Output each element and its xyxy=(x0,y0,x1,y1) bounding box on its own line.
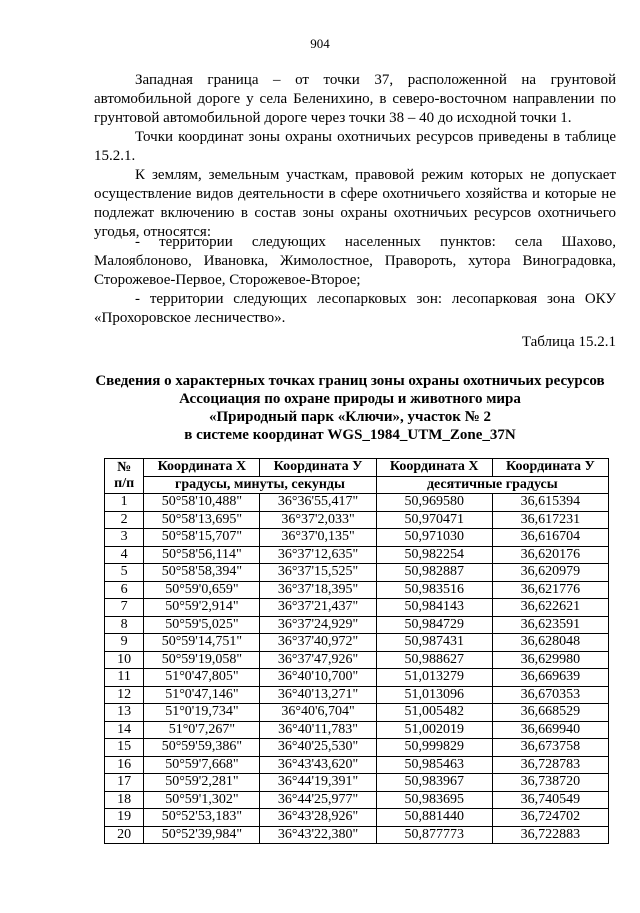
cell-y-dms: 36°37'18,395" xyxy=(260,581,376,599)
table-row xyxy=(105,546,609,564)
cell-y-dec: 36,673758 xyxy=(492,739,608,757)
cell-x-dms: 50°59'5,025" xyxy=(144,616,260,634)
header-number-sign: № xyxy=(117,460,132,475)
cell-number: 9 xyxy=(105,634,144,652)
cell-y-dms: 36°40'11,783" xyxy=(260,721,376,739)
cell-number: 1 xyxy=(105,494,144,512)
cell-y-dec: 36,615394 xyxy=(492,494,608,512)
cell-x-dec: 50,877773 xyxy=(376,826,492,844)
cell-y-dms: 36°37'15,525" xyxy=(260,564,376,582)
header-x-dms: Координата X xyxy=(144,459,260,477)
cell-y-dms: 36°40'10,700" xyxy=(260,669,376,687)
table-row xyxy=(105,669,609,687)
cell-number: 6 xyxy=(105,581,144,599)
cell-number: 17 xyxy=(105,774,144,792)
cell-y-dec: 36,617231 xyxy=(492,511,608,529)
cell-number: 8 xyxy=(105,616,144,634)
cell-x-dec: 51,002019 xyxy=(376,721,492,739)
cell-x-dec: 50,969580 xyxy=(376,494,492,512)
cell-y-dms: 36°40'6,704" xyxy=(260,704,376,722)
cell-y-dms: 36°43'22,380" xyxy=(260,826,376,844)
table-body xyxy=(105,494,609,844)
cell-x-dec: 50,988627 xyxy=(376,651,492,669)
cell-y-dms: 36°43'43,620" xyxy=(260,756,376,774)
coordinates-table xyxy=(104,458,609,844)
cell-x-dec: 50,983967 xyxy=(376,774,492,792)
header-number xyxy=(105,459,144,494)
cell-number: 20 xyxy=(105,826,144,844)
heading-line: в системе координат WGS_1984_UTM_Zone_37N xyxy=(184,427,516,443)
cell-y-dec: 36,728783 xyxy=(492,756,608,774)
cell-y-dms: 36°44'19,391" xyxy=(260,774,376,792)
cell-number: 7 xyxy=(105,599,144,617)
cell-x-dms: 50°59'59,386" xyxy=(144,739,260,757)
cell-number: 2 xyxy=(105,511,144,529)
header-number-label: п/п xyxy=(114,476,135,491)
cell-number: 15 xyxy=(105,739,144,757)
cell-x-dec: 50,970471 xyxy=(376,511,492,529)
cell-x-dms: 50°59'2,281" xyxy=(144,774,260,792)
cell-y-dec: 36,616704 xyxy=(492,529,608,547)
cell-y-dec: 36,669940 xyxy=(492,721,608,739)
table-row xyxy=(105,686,609,704)
cell-x-dms: 51°0'7,267" xyxy=(144,721,260,739)
header-y-dms: Координата У xyxy=(260,459,376,477)
cell-y-dec: 36,668529 xyxy=(492,704,608,722)
paragraph-settlements: - территории следующих населенных пунктов: села Шахово, Малояблоново, Ивановка, Жимолостное, Правороть, хутора Виноградовка, Сторожевое-Первое, Сторожевое-Второе; xyxy=(94,234,616,288)
cell-x-dec: 50,984729 xyxy=(376,616,492,634)
cell-x-dec: 50,881440 xyxy=(376,809,492,827)
cell-y-dms: 36°44'25,977" xyxy=(260,791,376,809)
table-row xyxy=(105,564,609,582)
table-row xyxy=(105,511,609,529)
cell-y-dec: 36,620979 xyxy=(492,564,608,582)
table-units-row xyxy=(105,476,609,494)
cell-y-dec: 36,724702 xyxy=(492,809,608,827)
cell-y-dms: 36°43'28,926" xyxy=(260,809,376,827)
cell-x-dec: 50,982254 xyxy=(376,546,492,564)
cell-x-dms: 50°58'58,394" xyxy=(144,564,260,582)
cell-number: 5 xyxy=(105,564,144,582)
cell-x-dec: 50,983695 xyxy=(376,791,492,809)
cell-y-dms: 36°37'40,972" xyxy=(260,634,376,652)
cell-x-dms: 50°58'13,695" xyxy=(144,511,260,529)
cell-number: 4 xyxy=(105,546,144,564)
header-x-dec: Координата X xyxy=(376,459,492,477)
cell-x-dms: 50°59'1,302" xyxy=(144,791,260,809)
cell-y-dms: 36°37'24,929" xyxy=(260,616,376,634)
cell-y-dec: 36,738720 xyxy=(492,774,608,792)
cell-y-dms: 36°37'47,926" xyxy=(260,651,376,669)
cell-y-dec: 36,669639 xyxy=(492,669,608,687)
cell-y-dms: 36°37'2,033" xyxy=(260,511,376,529)
cell-x-dms: 50°58'10,488" xyxy=(144,494,260,512)
cell-x-dec: 50,982887 xyxy=(376,564,492,582)
paragraph-forest-zones: - территории следующих лесопарковых зон: лесопарковая зона ОКУ «Прохоровское лесничество». xyxy=(94,291,616,326)
cell-y-dec: 36,621776 xyxy=(492,581,608,599)
cell-x-dec: 51,013096 xyxy=(376,686,492,704)
cell-x-dec: 50,971030 xyxy=(376,529,492,547)
cell-y-dec: 36,722883 xyxy=(492,826,608,844)
table-row xyxy=(105,774,609,792)
table-row xyxy=(105,809,609,827)
cell-x-dms: 51°0'19,734" xyxy=(144,704,260,722)
table-row xyxy=(105,616,609,634)
paragraph-points-note: Точки координат зоны охраны охотничьих ресурсов приведены в таблице 15.2.1. xyxy=(94,129,616,164)
cell-x-dms: 51°0'47,146" xyxy=(144,686,260,704)
cell-y-dec: 36,629980 xyxy=(492,651,608,669)
cell-y-dms: 36°36'55,417" xyxy=(260,494,376,512)
cell-number: 14 xyxy=(105,721,144,739)
table-row xyxy=(105,826,609,844)
cell-x-dms: 50°59'14,751" xyxy=(144,634,260,652)
table-header-row xyxy=(105,459,609,477)
table-row xyxy=(105,494,609,512)
cell-x-dec: 50,987431 xyxy=(376,634,492,652)
cell-x-dms: 50°59'7,668" xyxy=(144,756,260,774)
cell-number: 16 xyxy=(105,756,144,774)
paragraph-lands-intro: К землям, земельным участкам, правовой режим которых не допускает осуществление видов деятельности в сфере охотничьего хозяйства и которые не подлежат включению в состав зоны охраны охотничьих ресурсов охотничьего угодья, относятся: xyxy=(94,167,616,240)
cell-y-dec: 36,628048 xyxy=(492,634,608,652)
cell-y-dec: 36,670353 xyxy=(492,686,608,704)
cell-x-dms: 50°58'15,707" xyxy=(144,529,260,547)
cell-y-dec: 36,740549 xyxy=(492,791,608,809)
cell-y-dec: 36,623591 xyxy=(492,616,608,634)
cell-x-dec: 50,983516 xyxy=(376,581,492,599)
table-row xyxy=(105,634,609,652)
paragraph-west-border: Западная граница – от точки 37, расположенной на грунтовой автомобильной дороге у села Беленихино, в северо-восточном направлении по грунтовой автомобильной дороге через точки 38 – 40 до исходной точки 1. xyxy=(94,72,616,126)
header-dms-units: градусы, минуты, секунды xyxy=(144,476,376,494)
table-row xyxy=(105,704,609,722)
cell-x-dms: 51°0'47,805" xyxy=(144,669,260,687)
cell-number: 18 xyxy=(105,791,144,809)
cell-y-dms: 36°40'25,530" xyxy=(260,739,376,757)
cell-number: 10 xyxy=(105,651,144,669)
cell-y-dec: 36,620176 xyxy=(492,546,608,564)
cell-x-dms: 50°59'0,659" xyxy=(144,581,260,599)
cell-number: 3 xyxy=(105,529,144,547)
table-row xyxy=(105,529,609,547)
table-row xyxy=(105,791,609,809)
cell-number: 19 xyxy=(105,809,144,827)
cell-x-dms: 50°52'53,183" xyxy=(144,809,260,827)
cell-x-dec: 51,013279 xyxy=(376,669,492,687)
heading-line: Ассоциация по охране природы и животного мира xyxy=(179,391,521,407)
cell-x-dec: 51,005482 xyxy=(376,704,492,722)
cell-x-dms: 50°59'19,058" xyxy=(144,651,260,669)
cell-y-dms: 36°37'21,437" xyxy=(260,599,376,617)
table-row xyxy=(105,581,609,599)
cell-x-dms: 50°52'39,984" xyxy=(144,826,260,844)
cell-y-dec: 36,622621 xyxy=(492,599,608,617)
table-caption: Таблица 15.2.1 xyxy=(521,334,616,350)
cell-y-dms: 36°37'0,135" xyxy=(260,529,376,547)
cell-x-dms: 50°58'56,114" xyxy=(144,546,260,564)
cell-number: 13 xyxy=(105,704,144,722)
cell-x-dec: 50,999829 xyxy=(376,739,492,757)
cell-number: 12 xyxy=(105,686,144,704)
cell-x-dms: 50°59'2,914" xyxy=(144,599,260,617)
table-row xyxy=(105,651,609,669)
table-row xyxy=(105,721,609,739)
header-dec-units: десятичные градусы xyxy=(376,476,608,494)
cell-number: 11 xyxy=(105,669,144,687)
table-heading xyxy=(60,372,640,444)
table-row xyxy=(105,599,609,617)
cell-y-dms: 36°40'13,271" xyxy=(260,686,376,704)
cell-x-dec: 50,984143 xyxy=(376,599,492,617)
cell-x-dec: 50,985463 xyxy=(376,756,492,774)
heading-line: Сведения о характерных точках границ зоны охраны охотничьих ресурсов xyxy=(95,373,605,389)
cell-y-dms: 36°37'12,635" xyxy=(260,546,376,564)
header-y-dec: Координата У xyxy=(492,459,608,477)
table-row xyxy=(105,739,609,757)
table-row xyxy=(105,756,609,774)
page-number: 904 xyxy=(310,36,330,51)
heading-line: «Природный парк «Ключи», участок № 2 xyxy=(208,409,492,425)
